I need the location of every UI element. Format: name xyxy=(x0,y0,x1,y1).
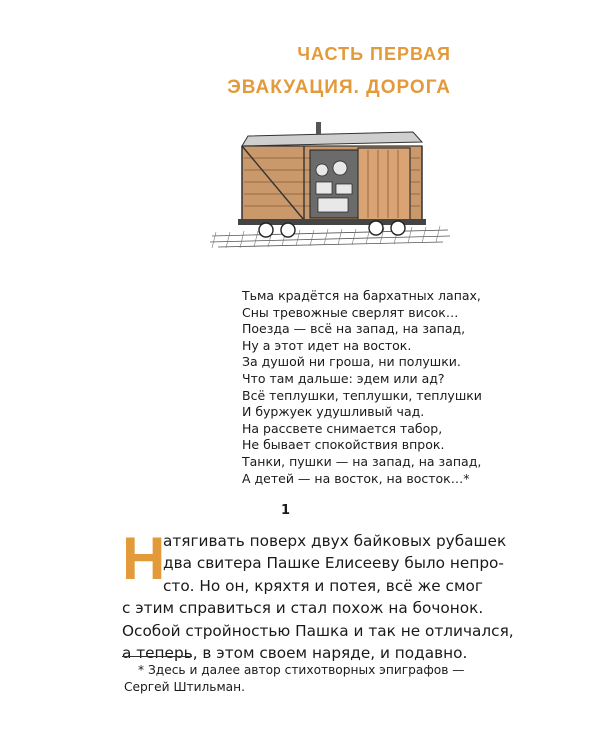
body-line: сто. Но он, кряхтя и потея, всё же смог xyxy=(163,576,483,595)
epigraph-line: На рассвете снимается табор, xyxy=(242,420,443,436)
epigraph-line: Не бывает спокойствия впрок. xyxy=(242,437,445,453)
footnote-line: * Здесь и далее автор стихотворных эпиграфов — xyxy=(138,663,465,677)
footnote xyxy=(124,662,484,696)
footnote-divider xyxy=(122,656,192,657)
epigraph-line: Поезда — всё на запад, на запад, xyxy=(242,321,466,337)
epigraph-line: А детей — на восток, на восток…* xyxy=(242,470,470,486)
epigraph-line: И буржуек удушливый чад. xyxy=(242,404,425,420)
epigraph-line: Танки, пушки — на запад, на запад, xyxy=(242,453,482,469)
footnote-line: Сергей Штильман. xyxy=(124,680,245,694)
chapter-number: 1 xyxy=(280,503,291,518)
epigraph xyxy=(242,288,482,487)
epigraph-line: За душой ни гроша, ни полушки. xyxy=(242,354,461,370)
epigraph-line: Сны тревожные сверлят висок… xyxy=(242,304,459,320)
freight-wagon-illustration xyxy=(208,118,453,253)
body-line: атягивать поверх двух байковых рубашек xyxy=(163,532,507,550)
epigraph-line: Ну а этот идет на восток. xyxy=(242,337,412,353)
epigraph-line: Всё теплушки, теплушки, теплушки xyxy=(242,387,482,403)
chapter-title: ЭВАКУАЦИЯ. ДОРОГА xyxy=(227,77,451,98)
body-text xyxy=(122,525,514,664)
body-line: два свитера Пашке Елисееву было непро- xyxy=(163,554,504,573)
body-line: с этим справиться и стал похож на бочонок. xyxy=(122,599,484,618)
body-line: Особой стройностью Пашка и так не отличался, xyxy=(122,621,514,640)
part-title: ЧАСТЬ ПЕРВАЯ xyxy=(297,44,451,64)
drop-cap: Н xyxy=(122,525,166,592)
body-line: а теперь, в этом своем наряде, и подавно. xyxy=(122,644,468,663)
epigraph-line: Тьма крадётся на бархатных лапах, xyxy=(242,288,481,303)
epigraph-line: Что там дальше: эдем или ад? xyxy=(242,370,445,386)
